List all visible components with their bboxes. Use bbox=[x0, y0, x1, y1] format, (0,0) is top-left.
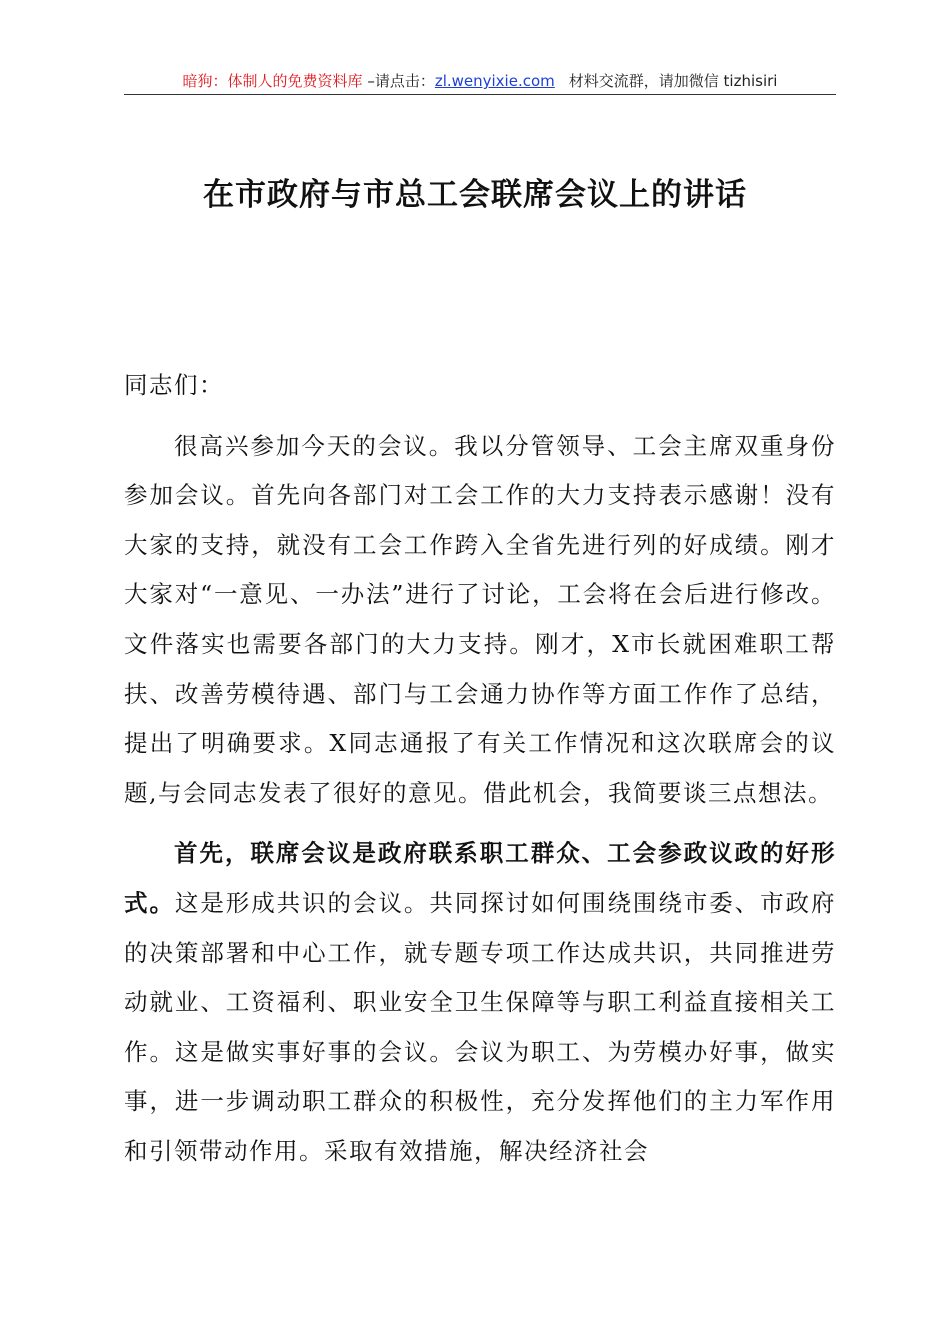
paragraph-2-text: 这是形成共识的会议。共同探讨如何围绕围绕市委、市政府的决策部署和中心工作，就专题专项工作达成共识，共同推进劳动就业、工资福利、职业安全卫生保障等与职工利益直接相关工作。这是做实事好事的会议。会议为职工、为劳模办好事，做实事，进一步调动职工群众的积极性，充分发挥他们的主力军作用和引领带动作用。采取有效措施，解决经济社会 bbox=[124, 888, 837, 1165]
header-link[interactable]: zl.wenyixie.com bbox=[434, 72, 555, 90]
salutation: 同志们： bbox=[124, 371, 224, 399]
paragraph-2 bbox=[124, 829, 836, 1176]
header-group-note: 材料交流群，请加微信 tizhisiri bbox=[568, 72, 778, 90]
document-body bbox=[124, 361, 836, 1177]
paragraph-2-heading: 首先，联席会议是政府联系职工群众、工会参政议政的好形式。 bbox=[124, 839, 836, 917]
page-header bbox=[124, 70, 836, 92]
header-divider bbox=[124, 94, 836, 95]
header-click-prompt: –请点击： bbox=[362, 72, 435, 90]
paragraph-1: 很高兴参加今天的会议。我以分管领导、工会主席双重身份参加会议。首先向各部门对工会工作的大力支持表示感谢！没有大家的支持，就没有工会工作跨入全省先进行列的好成绩。刚才大家对“一意见、一办法”进行了讨论，工会将在会后进行修改。文件落实也需要各部门的大力支持。刚才，X市长就困难职工帮扶、改善劳模待遇、部门与工会通力协作等方面工作作了总结，提出了明确要求。X同志通报了有关工作情况和这次联席会的议题,与会同志发表了很好的意见。借此机会，我简要谈三点想法。 bbox=[124, 431, 836, 807]
header-brand: 暗狗：体制人的免费资料库 bbox=[182, 72, 363, 90]
document-title: 在市政府与市总工会联席会议上的讲话 bbox=[203, 177, 747, 213]
